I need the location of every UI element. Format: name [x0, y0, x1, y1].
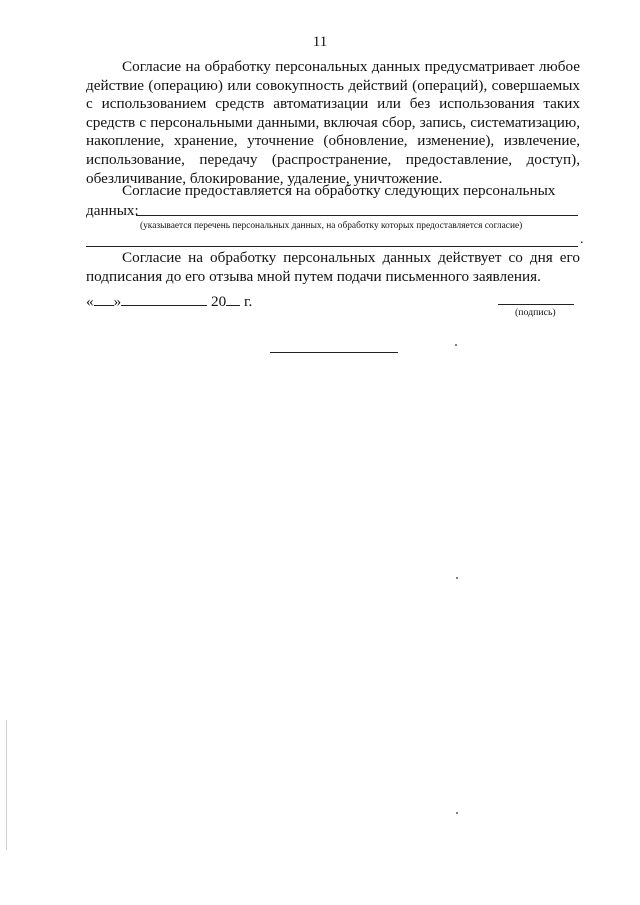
personal-data-caption: (указывается перечень персональных данных, на обработку которых предоставляется согласие) [140, 221, 523, 231]
scan-speck [456, 812, 458, 814]
day-blank[interactable] [94, 291, 114, 306]
processing-scope-paragraph [86, 58, 580, 188]
close-quote: » [113, 293, 122, 310]
scan-edge-shadow [6, 720, 7, 850]
open-quote: « [86, 293, 94, 310]
year-prefix: 20 [210, 293, 227, 310]
scan-speck [456, 577, 458, 579]
processing-scope-text: Согласие на обработку персональных данных предусматривает любое действие (операцию) или совокупность действий (операций), совершаемых с использованием средств автоматизации или без использования таких средств с персональными данными, включая сбор, запись, систематизацию, накопление, хранение, уточнение (обновление, изменение), извлечение, использование, передачу (распространение, предоставление, доступ), обезличивание, блокирование, удаление, уничтожение. [86, 58, 580, 187]
signature-caption: (подпись) [515, 307, 556, 318]
consent-for-text: Согласие предоставляется на обработку следующих персональных [122, 182, 556, 199]
page-number: 11 [312, 34, 328, 50]
month-blank[interactable] [121, 291, 207, 306]
personal-data-fill-line[interactable] [136, 215, 578, 216]
signature-line[interactable] [498, 304, 574, 305]
validity-text: Согласие на обработку персональных данных действует со дня его подписания до его отзыва мной путем подачи письменного заявления. [86, 249, 580, 285]
end-rule [270, 352, 398, 353]
data-label: данных: [86, 202, 139, 219]
date-line [86, 291, 252, 311]
year-suffix: г. [243, 293, 253, 310]
validity-paragraph [86, 249, 580, 286]
line-end-mark: . [580, 232, 584, 247]
personal-data-fill-line-2[interactable] [86, 246, 578, 247]
scan-speck [455, 344, 457, 346]
year-blank[interactable] [226, 291, 240, 306]
consent-for-paragraph [86, 182, 580, 201]
